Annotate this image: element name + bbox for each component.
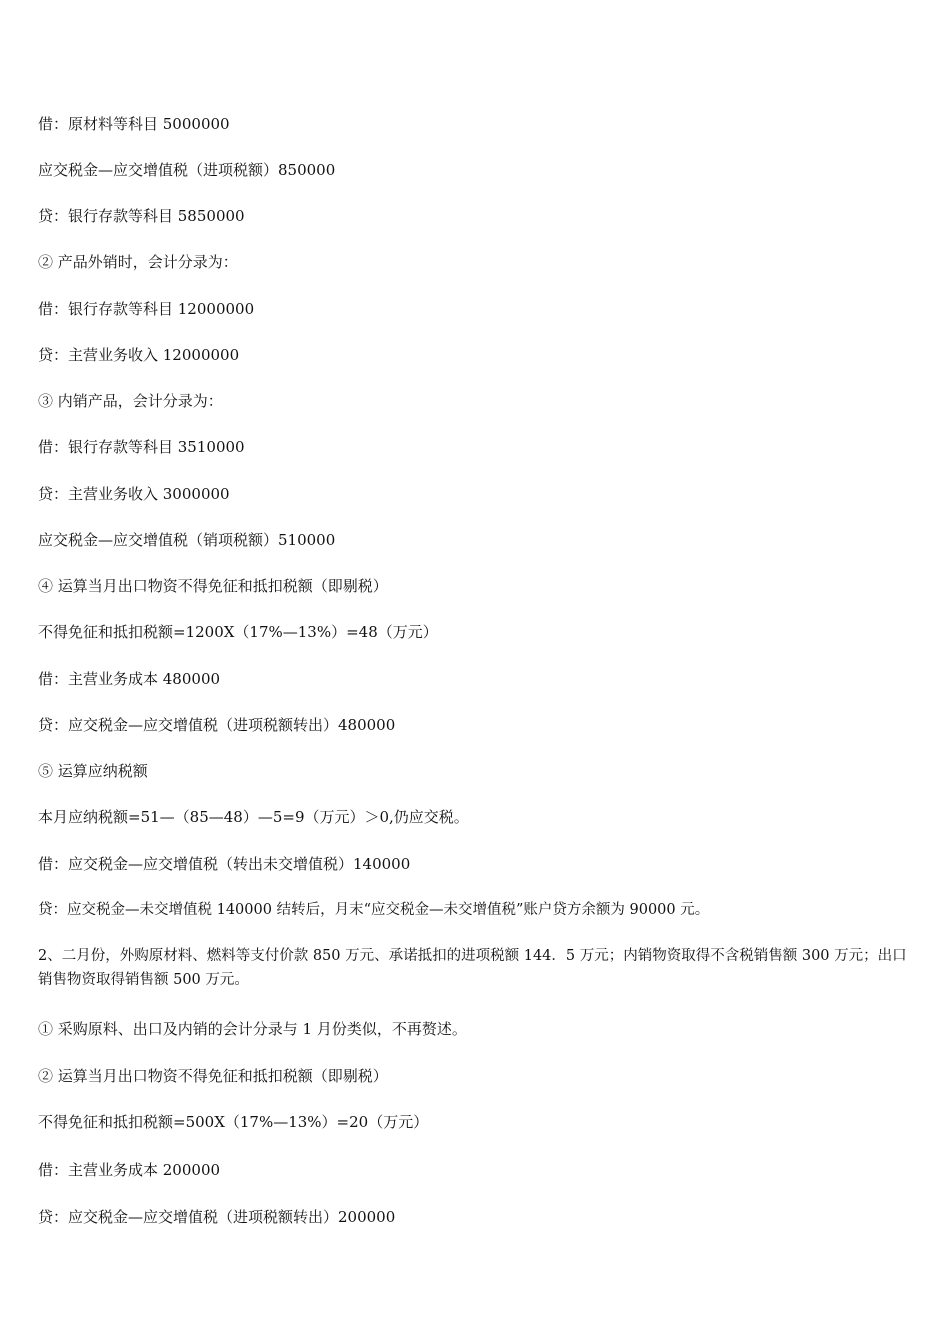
paragraph-19: 2、二月份，外购原材料、燃料等支付价款 850 万元、承诺抵扣的进项税额 144．5 万元；内销物资取得不含税销售额 300 万元；出口销售物资取得销售额 500 万元。 [38,948,907,988]
paragraph-16: 本月应纳税额=51—（85—48）—5=9（万元）＞0,仍应交税。 [38,808,469,826]
paragraph-17: 借：应交税金—应交增值税（转出未交增值税）140000 [38,855,411,873]
paragraph-18: 贷：应交税金—未交增值税 140000 结转后，月末“应交税金—未交增值税”账户贷方余额为 90000 元。 [38,902,710,918]
paragraph-15: ⑤ 运算应纳税额 [38,762,148,780]
paragraph-10: 应交税金—应交增值税（销项税额）510000 [38,531,336,549]
paragraph-5: 借：银行存款等科目 12000000 [38,300,255,318]
paragraph-1: 借：原材料等科目 5000000 [38,115,230,133]
paragraph-14: 贷：应交税金—应交增值税（进项税额转出）480000 [38,716,396,734]
paragraph-6: 贷：主营业务收入 12000000 [38,346,240,364]
paragraph-21: ② 运算当月出口物资不得免征和抵扣税额（即剔税） [38,1067,388,1085]
paragraph-22: 不得免征和抵扣税额=500X（17%—13%）=20（万元） [38,1113,429,1131]
paragraph-3: 贷：银行存款等科目 5850000 [38,207,245,225]
paragraph-11: ④ 运算当月出口物资不得免征和抵扣税额（即剔税） [38,577,388,595]
paragraph-23: 借：主营业务成本 200000 [38,1161,221,1179]
paragraph-20: ① 采购原料、出口及内销的会计分录与 1 月份类似，不再赘述。 [38,1020,467,1038]
paragraph-4: ② 产品外销时，会计分录为： [38,253,238,271]
paragraph-8: 借：银行存款等科目 3510000 [38,438,245,456]
paragraph-24: 贷：应交税金—应交增值税（进项税额转出）200000 [38,1208,396,1226]
paragraph-7: ③ 内销产品，会计分录为： [38,392,223,410]
paragraph-2: 应交税金—应交增值税（进项税额）850000 [38,161,336,179]
paragraph-13: 借：主营业务成本 480000 [38,670,221,688]
paragraph-12: 不得免征和抵扣税额=1200X（17%—13%）=48（万元） [38,623,438,641]
paragraph-9: 贷：主营业务收入 3000000 [38,485,230,503]
